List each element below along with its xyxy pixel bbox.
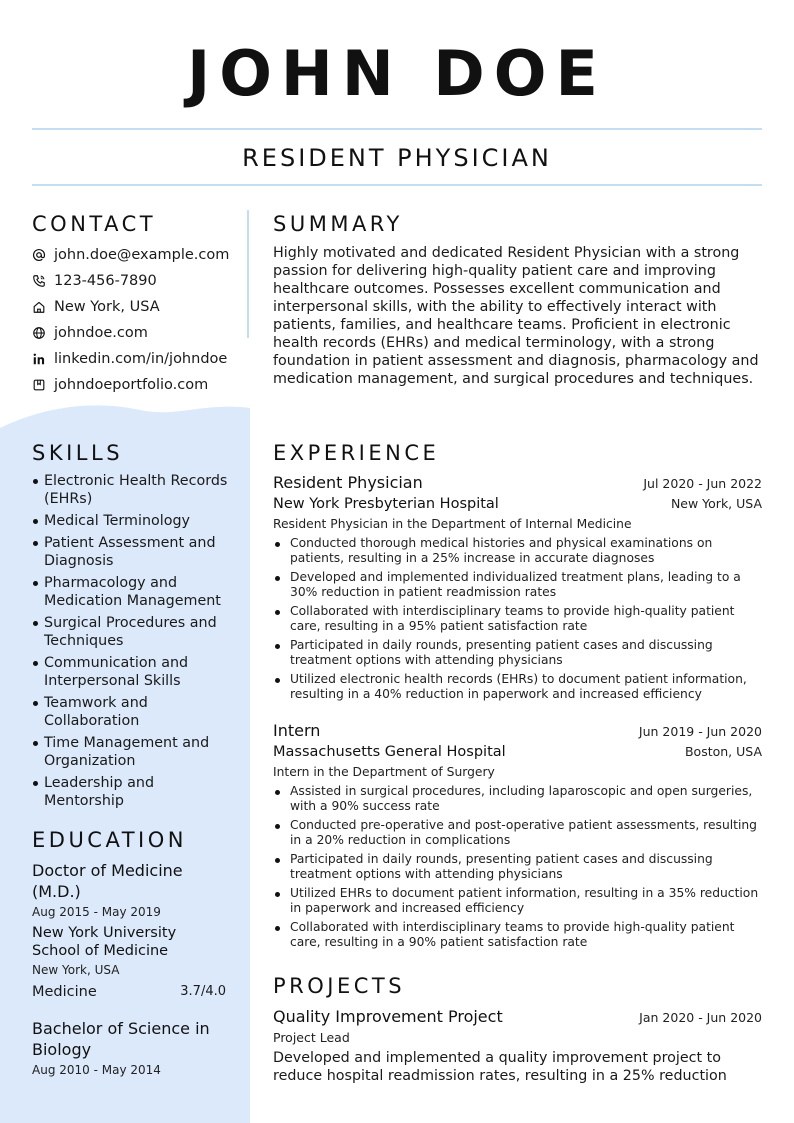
experience-heading: EXPERIENCE [273,441,440,465]
education-entry [32,1018,226,1078]
header-top-rule [32,128,762,130]
education-field-row [32,983,226,1001]
candidate-name: JOHN DOE [187,37,607,110]
contact-linkedin[interactable] [32,346,242,372]
education-dates: Aug 2015 - May 2019 [32,905,161,919]
job-company: New York Presbyterian Hospital [273,496,499,512]
project-title: Quality Improvement Project [273,1007,503,1026]
contact-email[interactable] [32,242,242,268]
skill-item: Teamwork and Collaboration [32,694,232,730]
skill-item: Electronic Health Records (EHRs) [32,472,232,508]
education-degree: Doctor of Medicine (M.D.) [32,861,183,901]
skills-list [32,472,232,814]
contact-phone[interactable] [32,268,242,294]
job-company: Massachusetts General Hospital [273,744,506,760]
education-heading: EDUCATION [32,828,187,852]
contact-linkedin-text: linkedin.com/in/johndoe [54,351,228,367]
project-description: Developed and implemented a quality improvement project to reduce hospital readmission rates, resulting in a 25% reduction [273,1050,727,1084]
summary-heading: SUMMARY [273,212,403,236]
contact-location [32,294,242,320]
job-description: Intern in the Department of Surgery [273,765,495,779]
education-location: New York, USA [32,963,120,977]
contact-website[interactable] [32,320,242,346]
linkedin-icon [32,352,46,366]
job-bullet: Conducted thorough medical histories and physical examinations on patients, resulting in a 25% increase in accurate diagnoses [273,536,762,566]
skill-item: Pharmacology and Medication Management [32,574,232,610]
contact-phone-text: 123-456-7890 [54,273,157,289]
contact-portfolio-text: johndoeportfolio.com [54,377,209,393]
job-dates: Jul 2020 - Jun 2022 [643,476,762,491]
contact-portfolio[interactable] [32,372,242,398]
job-bullet: Assisted in surgical procedures, including laparoscopic and open surgeries, with a 90% success rate [273,784,762,814]
job-bullet: Participated in daily rounds, presenting patient cases and discussing treatment options with attending physicians [273,852,762,882]
experience-entry [273,472,762,706]
skill-item: Medical Terminology [32,512,232,530]
job-title: RESIDENT PHYSICIAN [242,144,552,172]
globe-icon [32,326,46,340]
job-bullet: Utilized EHRs to document patient information, resulting in a 35% reduction in paperwork and increased efficiency [273,886,762,916]
project-dates: Jan 2020 - Jun 2020 [639,1010,762,1025]
phone-icon [32,274,46,288]
job-bullet: Participated in daily rounds, presenting patient cases and discussing treatment options with attending physicians [273,638,762,668]
job-dates: Jun 2019 - Jun 2020 [638,724,762,739]
projects-heading: PROJECTS [273,974,406,998]
skill-item: Communication and Interpersonal Skills [32,654,232,690]
skill-item: Time Management and Organization [32,734,232,770]
education-entry [32,860,226,1001]
job-bullet: Collaborated with interdisciplinary teams to provide high-quality patient care, resulting in a 90% patient satisfaction rate [273,920,762,950]
education-school: New York University School of Medicine [32,925,177,959]
job-bullet: Collaborated with interdisciplinary teams to provide high-quality patient care, resulting in a 95% patient satisfaction rate [273,604,762,634]
education-gpa: 3.7/4.0 [180,984,226,999]
job-bullet: Utilized electronic health records (EHRs) to document patient information, resulting in a 40% reduction in paperwork and increased efficiency [273,672,762,702]
job-title: Resident Physician [273,473,423,492]
job-bullet: Developed and implemented individualized treatment plans, leading to a 30% reduction in patient readmission rates [273,570,762,600]
summary-text: Highly motivated and dedicated Resident Physician with a strong passion for delivering high-quality patient care and improving healthcare outcomes. Possesses excellent communication and interpersonal skills, with the ability to effectively interact with patients, families, and healthcare teams. Proficient in electronic health records (EHRs) and medical terminology, with a strong foundation in patient assessment and diagnosis, pharmacology and medication management, and surgical procedures and techniques. [273,245,759,387]
job-title: Intern [273,721,321,740]
job-bullets [273,536,762,702]
home-icon [32,300,46,314]
skills-heading: SKILLS [32,441,124,465]
contact-list [32,242,242,398]
column-divider [247,210,249,338]
education-degree: Bachelor of Science in Biology [32,1019,210,1059]
contact-website-text: johndoe.com [54,325,148,341]
contact-email-text: john.doe@example.com [54,247,230,263]
portfolio-icon [32,378,46,392]
project-entry [273,1006,762,1085]
job-location: Boston, USA [684,744,762,759]
education-dates: Aug 2010 - May 2014 [32,1063,161,1077]
at-icon [32,248,46,262]
job-description: Resident Physician in the Department of Internal Medicine [273,517,632,531]
job-location: New York, USA [670,496,762,511]
job-bullet: Conducted pre-operative and post-operative patient assessments, resulting in a 20% reduction in complications [273,818,762,848]
project-role: Project Lead [273,1030,350,1045]
skill-item: Leadership and Mentorship [32,774,232,810]
experience-entry [273,720,762,954]
job-bullets [273,784,762,950]
header-bottom-rule [32,184,762,186]
contact-location-text: New York, USA [54,299,160,315]
education-field: Medicine [32,984,97,1000]
skill-item: Patient Assessment and Diagnosis [32,534,232,570]
skill-item: Surgical Procedures and Techniques [32,614,232,650]
contact-heading: CONTACT [32,212,157,236]
